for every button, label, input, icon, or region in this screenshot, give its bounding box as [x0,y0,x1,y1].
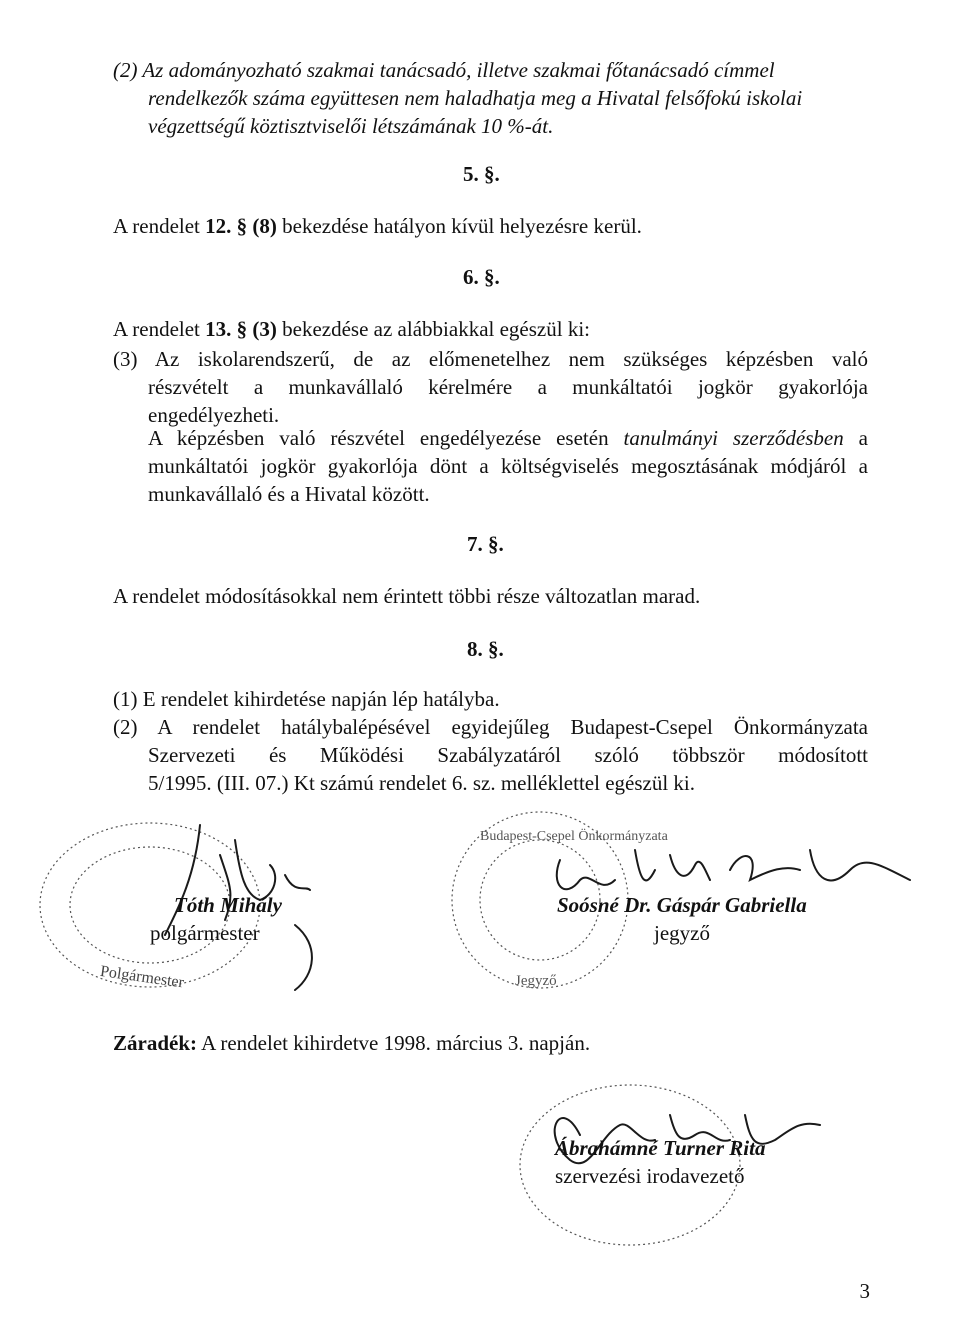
section-6-line-3: engedélyezheti. [148,403,280,427]
svg-text:Jegyző: Jegyző [515,973,557,989]
page-number: 3 [859,1279,870,1303]
mayor-title: polgármester [150,921,260,945]
section-6-line-1: (3) Az iskolarendszerű, de az előmenetelhez nem szükséges képzésben való [113,347,868,371]
section-8-para-2-line-3: 5/1995. (III. 07.) Kt számú rendelet 6. sz. melléklettel egészül ki. [148,771,695,795]
section-6-line-4: A képzésben való részvétel engedélyezése esetén tanulmányi szerződésben a [148,426,868,450]
zaradek: Záradék: A rendelet kihirdetve 1998. március 3. napján. [113,1031,591,1055]
section-6-line-5: munkáltatói jogkör gyakorlója dönt a költségviselés megosztásának módjáról a [148,454,868,478]
notary-title: jegyző [654,921,710,945]
section-5-heading: 5. §. [463,162,500,186]
section-6-line-6: munkavállaló és a Hivatal között. [148,482,430,506]
notary-signature [557,893,807,945]
paragraph-2-line-1: (2) Az adományozható szakmai tanácsadó, illetve szakmai főtanácsadó címmel [113,58,775,82]
mayor-name: Tóth Mihály [174,893,282,917]
section-7-text: A rendelet módosításokkal nem érintett többi része változatlan marad. [113,584,701,608]
office-head-signature [555,1136,766,1188]
svg-text:Polgármester: Polgármester [99,962,186,992]
section-6-heading: 6. §. [463,265,500,289]
section-6-intro: A rendelet 13. § (3) bekezdése az alábbiakkal egészül ki: [113,317,590,341]
section-8-para-1: (1) E rendelet kihirdetése napján lép hatályba. [113,687,500,711]
section-6-line-2: részvételt a munkavállaló kérelmére a munkáltatói jogkör gyakorlója [148,375,868,399]
office-head-name: Ábrahámné Turner Rita [555,1136,766,1160]
paragraph-2-line-2: rendelkezők száma együttesen nem haladhatja meg a Hivatal felsőfokú iskolai [148,86,803,110]
section-8-para-2-line-2: Szervezeti és Működési Szabályzatáról szóló többször módosított [148,743,868,767]
section-8-heading: 8. §. [467,637,504,661]
notary-name: Soósné Dr. Gáspár Gabriella [557,893,807,917]
section-7-heading: 7. §. [467,532,504,556]
office-head-title: szervezési irodavezető [555,1164,745,1188]
paragraph-2-line-3: végzettségű köztisztviselői létszámának 10 %-át. [148,114,554,138]
svg-text:Budapest-Csepel Önkormányzata: Budapest-Csepel Önkormányzata [480,829,668,844]
section-8-para-2-line-1: (2) A rendelet hatálybalépésével egyidejűleg Budapest-Csepel Önkormányzata [113,715,868,739]
section-5-text: A rendelet 12. § (8) bekezdése hatályon kívül helyezésre kerül. [113,214,642,238]
